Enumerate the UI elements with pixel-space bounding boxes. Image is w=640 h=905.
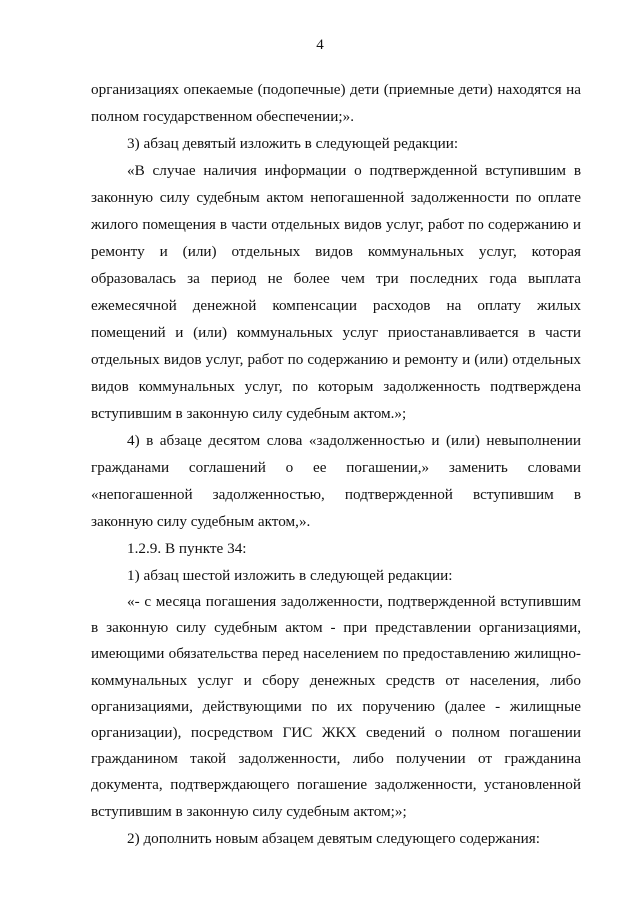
page-number: 4	[316, 37, 324, 53]
document-body	[91, 76, 581, 852]
paragraph-item-2: 2) дополнить новым абзацем девятым следующего содержания:	[127, 829, 541, 847]
paragraph-quote-sixth: «- с месяца погашения задолженности, подтвержденной вступившим в законную силу судебным актом - при представлении организациями, имеющими обязательства перед населением по предоставлению жилищно-коммунальных услуг и сбору денежных средств от населения, либо организациями, действующими по их поручению (далее - жилищные организации), посредством ГИС ЖКХ сведений о полном погашении гражданином такой задолженности, либо получении от гражданина документа, подтверждающего погашение задолженности, установленной вступившим в законную силу судебным актом;»;	[91, 593, 581, 820]
paragraph-quote-ninth: «В случае наличия информации о подтвержденной вступившим в законную силу судебным актом непогашенной задолженности по оплате жилого помещения в части отдельных видов услуг, работ по содержанию и ремонту и (или) отдельных видов коммунальных услуг, которая образовалась за период не более чем три последних года выплата ежемесячной денежной компенсации расходов на оплату жилых помещений и (или) коммунальных услуг приостанавливается в части отдельных видов услуг, работ по содержанию и ремонту и (или) отдельных видов коммунальных услуг, по которым задолженность подтверждена вступившим в законную силу судебным актом.»;	[91, 162, 581, 422]
paragraph-item-4: 4) в абзаце десятом слова «задолженностью и (или) невыполнении гражданами соглашений о ее погашении,» заменить словами «непогашенной задолженностью, подтвержденной вступившим в законную силу судебным актом,».	[91, 432, 581, 530]
paragraph-continuation: организациях опекаемые (подопечные) дети (приемные дети) находятся на полном государственном обеспечении;».	[91, 81, 581, 125]
paragraph-item-1: 1) абзац шестой изложить в следующей редакции:	[127, 567, 453, 584]
paragraph-item-3: 3) абзац девятый изложить в следующей редакции:	[127, 135, 459, 152]
paragraph-section-1-2-9: 1.2.9. В пункте 34:	[127, 540, 247, 557]
